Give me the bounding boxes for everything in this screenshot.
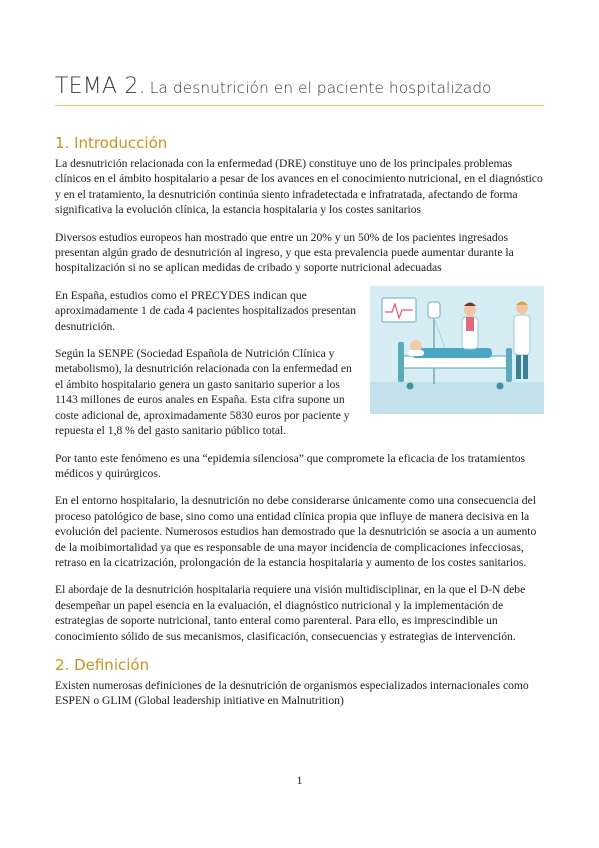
paragraph: En el entorno hospitalario, la desnutrición no debe considerarse únicamente como una consecuencia del proceso patológico de base, sino como una entidad clínica propia que influye de manera decisiva en la evolución del paciente. Numerosos estudios han demostrado que la desnutrición se asocia a un aumento de la moibimortalidad ya que es responsable de una mayor incidencia de complicaciones infecciosas, retraso en la cicatrización, prolongación de la estancia hospitalaria y aumento de los costes sanitarios. bbox=[55, 494, 537, 569]
paragraph: La desnutrición relacionada con la enfermedad (DRE) constituye uno de los principales problemas clínicos en el ámbito hospitalario a pesar de los avances en el conocimiento nutricional, en el diagnóstico y en el tratamiento, la desnutrición continúa siento infradetectada e infratratada, afectando de forma significativa la evolución clínica, la estancia hospitalaria y los costes sanitarios bbox=[55, 157, 543, 217]
page-number: 1 bbox=[296, 773, 303, 787]
paragraph: Según la SENPE (Sociedad Española de Nutrición Clínica y metabolismo), la desnutrición relacionada con la enfermedad en el ámbito hospitalario genera un gasto sanitario superior a los 1143 millones de euros anales en España. Esta cifra supone un coste adicional de, aproximadamente 5830 euros por paciente y repuesta el 1,8 % del gasto sanitario público total. bbox=[55, 347, 352, 438]
document-body bbox=[55, 134, 544, 721]
document-header bbox=[55, 74, 544, 106]
paragraph: Existen numerosas definiciones de la desnutrición de organismos especializados internacionales como ESPEN o GLIM (Global leadership initiative en Malnutrition) bbox=[55, 678, 529, 708]
paragraph: El abordaje de la desnutrición hospitalaria requiere una visión multidisciplinar, en la que el D-N debe desempeñar un papel esencia en la evaluación, el diagnóstico nutricional y la implementación de estrategias de soporte nutricional, tanto enteral como parenteral. Para ello, es imprescindible un conocimiento sólido de sus mecanismos, clasificación, consecuencias y estrategias de intervención. bbox=[55, 583, 526, 643]
section-heading-definicion: 2. Definición bbox=[55, 655, 150, 674]
section-heading-introduccion: 1. Introducción bbox=[55, 134, 168, 152]
paragraph: Diversos estudios europeos han mostrado que entre un 20% y un 50% de los pacientes ingresados presentan algún grado de desnutrición al ingreso, y que esta prevalencia puede aumentar durante la hospitalización si no se aplican medidas de cribado y soporte nutricional adecuadas bbox=[55, 230, 514, 275]
topic-number: TEMA 2. bbox=[55, 74, 146, 99]
paragraph: En España, estudios como el PRECYDES indican que aproximadamente 1 de cada 4 pacientes hospitalizados presentan desnutrición. bbox=[55, 288, 356, 333]
paragraph: Por tanto este fenómeno es una “epidemia silenciosa” que compromete la eficacia de los tratamientos médicos y quirúrgicos. bbox=[55, 451, 526, 480]
hospital-patient-illustration-icon bbox=[370, 286, 544, 414]
topic-title: La desnutrición en el paciente hospitalizado bbox=[149, 79, 492, 97]
